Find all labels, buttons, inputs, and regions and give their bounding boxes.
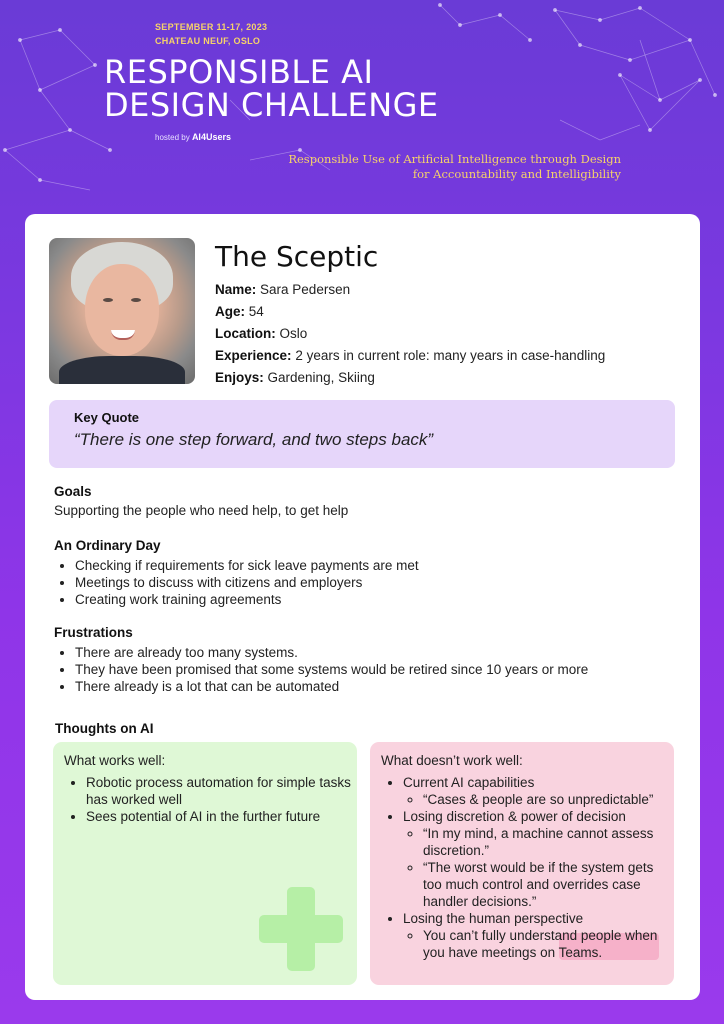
sub-list-item: ◦ “The worst would be if the system gets too much control and overrides case handler decisions.” <box>423 859 668 910</box>
ordinary-day-section <box>54 538 419 608</box>
frustrations-heading: Frustrations <box>54 625 133 640</box>
key-quote-label: Key Quote <box>74 410 140 425</box>
persona-card <box>25 214 700 1000</box>
event-title <box>104 53 439 124</box>
not-works-heading: What doesn’t work well: <box>381 753 523 768</box>
persona-facts <box>215 279 605 389</box>
works-well-heading: What works well: <box>64 753 166 768</box>
thoughts-heading: Thoughts on AI <box>55 721 154 736</box>
event-dates <box>155 20 267 48</box>
list-item: • Losing the human perspective ◦ You can’t fully understand people when you have meetings on Teams. <box>403 910 668 961</box>
header-banner <box>0 0 724 214</box>
works-well-box <box>53 742 357 985</box>
goals-section <box>54 484 348 518</box>
event-date: SEPTEMBER 11-17, 2023 <box>155 22 268 32</box>
hosted-prefix: hosted by <box>155 133 190 142</box>
list-item: • Current AI capabilities ◦ “Cases & people are so unpredictable” <box>403 774 668 808</box>
key-quote-box <box>49 400 675 468</box>
list-item: • There already is a lot that can be automated <box>75 678 588 695</box>
hosted-by <box>155 132 231 142</box>
not-works-box <box>370 742 674 985</box>
tagline-line2: for Accountability and Intelligibility <box>412 167 621 181</box>
list-item: • Meetings to discuss with citizens and employers <box>75 574 419 591</box>
ordinary-day-heading: An Ordinary Day <box>54 538 161 553</box>
event-venue: CHATEAU NEUF, OSLO <box>155 36 261 46</box>
list-item: • Robotic process automation for simple tasks has worked well <box>86 774 351 808</box>
persona-name: Name: Sara Pedersen <box>215 282 351 297</box>
list-item: • Losing discretion & power of decision ◦ “In my mind, a machine cannot assess discretion.” ◦ “The worst would be if the system gets too much control and overrides case handler decisions.” <box>403 808 668 910</box>
key-quote-text: “There is one step forward, and two steps back” <box>74 430 434 449</box>
persona-experience: Experience: 2 years in current role: many years in case-handling <box>215 348 606 363</box>
plus-icon <box>259 887 343 971</box>
sub-list-item: ◦ “Cases & people are so unpredictable” <box>423 791 668 808</box>
event-tagline <box>288 152 621 182</box>
persona-location: Location: Oslo <box>215 326 308 341</box>
list-item: • They have been promised that some systems would be retired since 10 years or more <box>75 661 588 678</box>
list-item: • There are already too many systems. <box>75 644 588 661</box>
goals-text: Supporting the people who need help, to get help <box>54 503 349 518</box>
persona-title: The Sceptic <box>215 240 379 273</box>
list-item: • Creating work training agreements <box>75 591 419 608</box>
sub-list-item: ◦ “In my mind, a machine cannot assess discretion.” <box>423 825 668 859</box>
persona-age: Age: 54 <box>215 304 264 319</box>
tagline-line1: Responsible Use of Artificial Intelligence through Design <box>288 152 621 166</box>
event-title-line2: DESIGN CHALLENGE <box>104 86 439 124</box>
persona-photo <box>49 238 195 384</box>
persona-enjoys: Enjoys: Gardening, Skiing <box>215 370 375 385</box>
frustrations-section <box>54 625 588 695</box>
goals-heading: Goals <box>54 484 92 499</box>
sub-list-item: ◦ You can’t fully understand people when you have meetings on Teams. <box>423 927 668 961</box>
list-item: • Sees potential of AI in the further future <box>86 808 351 825</box>
host-name: AI4Users <box>191 132 231 142</box>
event-title-line1: RESPONSIBLE AI <box>104 53 374 91</box>
list-item: • Checking if requirements for sick leave payments are met <box>75 557 419 574</box>
